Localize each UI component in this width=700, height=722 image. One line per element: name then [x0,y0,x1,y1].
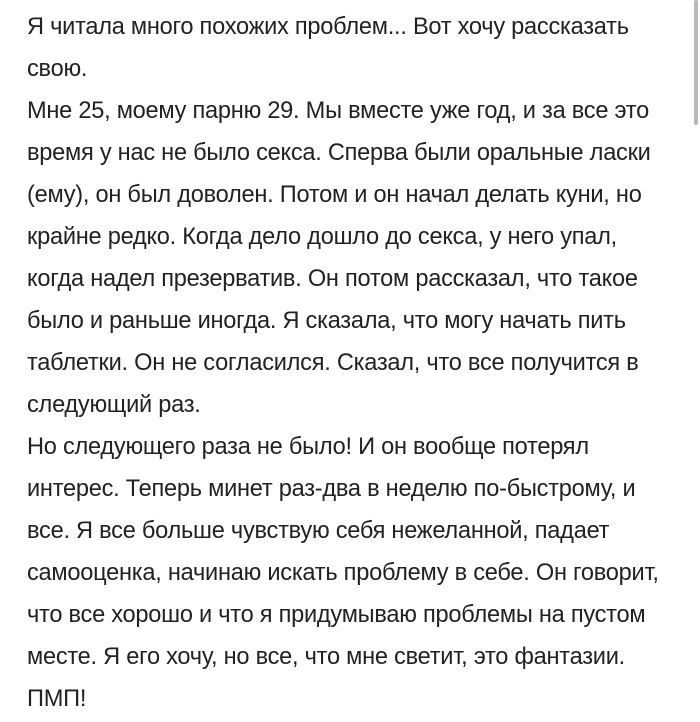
post-paragraph-2: Мне 25, моему парню 29. Мы вместе уже год, и за все это время у нас не было секса. Сперва были оральные ласки (ему), он был доволен. Потом и он начал делать куни, но крайне редко. Когда дело дошло до секса, у него упал, когда надел презерватив. Он потом рассказал, что такое было и раньше иногда. Я сказала, что могу начать пить таблетки. Он не согласился. Сказал, что все получится в следующий раз. [27,98,651,418]
scrollbar-thumb[interactable] [694,0,698,125]
scrollbar[interactable] [692,0,700,722]
post-text [27,6,671,720]
post-paragraph-3: Но следующего раза не было! И он вообще потерял интерес. Теперь минет раз-два в неделю по-быстрому, и все. Я все больше чувствую себя нежеланной, падает самооценка, начинаю искать проблему в себе. Он говорит, что все хорошо и что я придумываю проблемы на пустом месте. Я его хочу, но все, что мне светит, это фантазии. ПМП! [27,434,659,712]
post-paragraph-1: Я читала много похожих проблем... Вот хочу рассказать свою. [27,14,629,82]
